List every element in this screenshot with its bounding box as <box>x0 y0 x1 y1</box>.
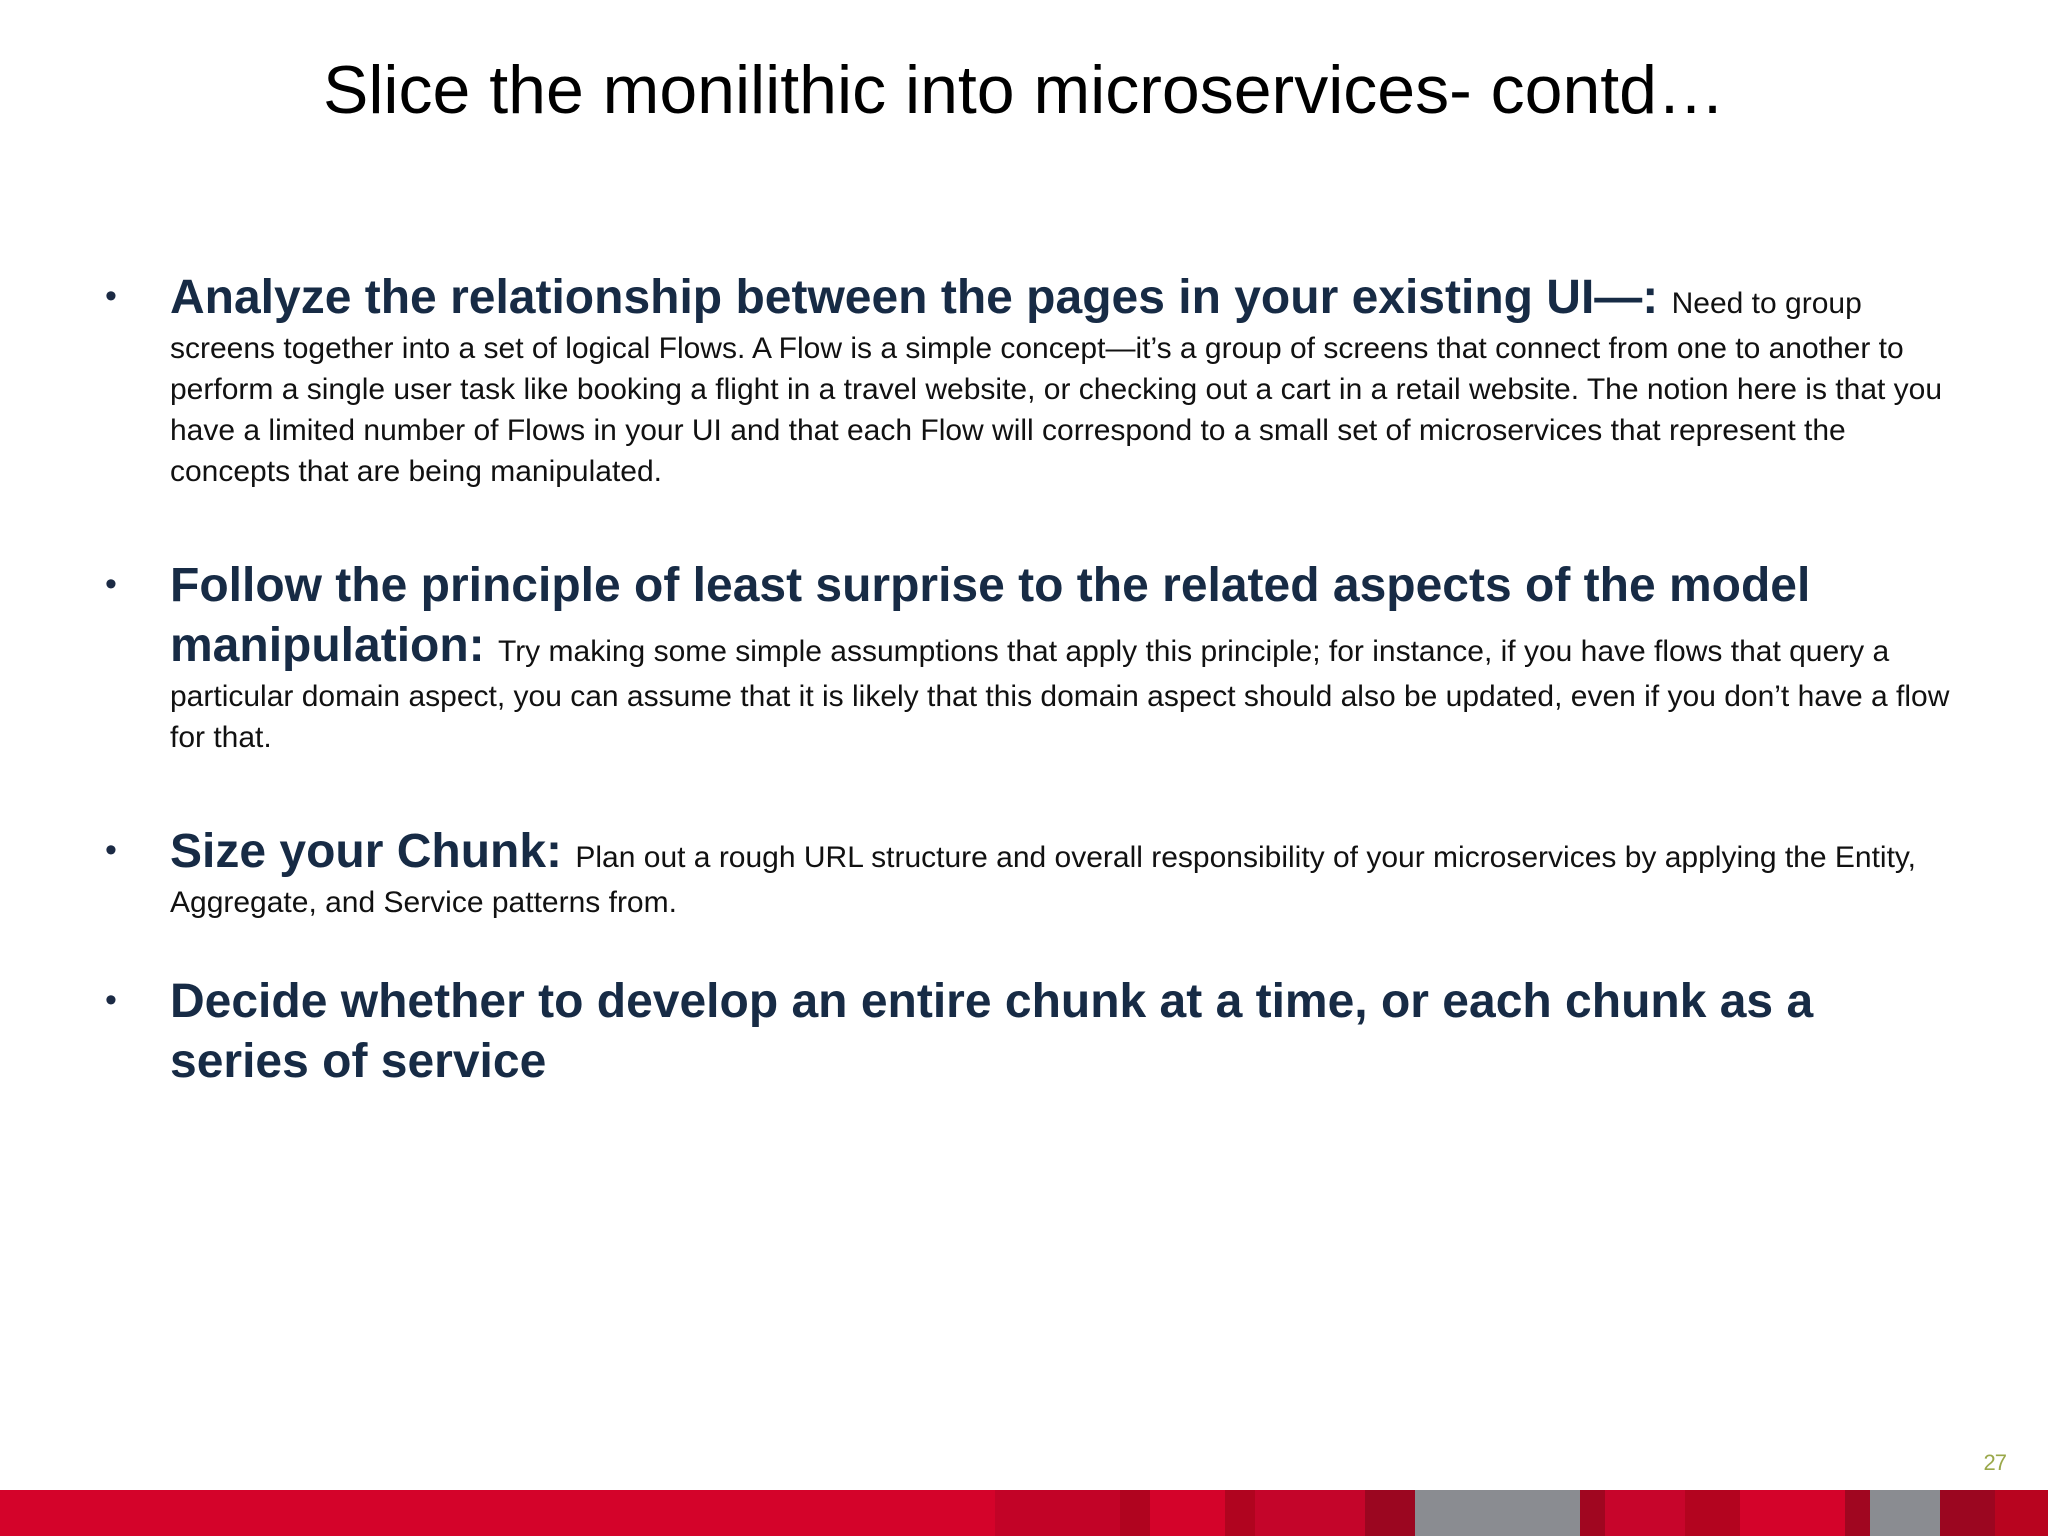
page-number: 27 <box>1983 1450 2006 1475</box>
bullet-heading: Decide whether to develop an entire chunk at a time, or each chunk as a series of service <box>170 975 1814 1088</box>
bullet-text: Try making some simple assumptions that apply this principle; for instance, if you have flows that query a particular domain aspect, you can assume that it is likely that this domain aspect should also be updated, even if you don’t have a flow for that. <box>170 635 1950 754</box>
footer-segment <box>1415 1490 1580 1536</box>
footer-segment <box>1995 1490 2048 1536</box>
bullet-item <box>105 822 1955 923</box>
bullet-item <box>105 556 1955 758</box>
bullet-heading: Follow the principle of least surprise to the related aspects of the model manipulation: <box>170 559 1811 672</box>
bullet-item <box>105 268 1955 492</box>
footer-segment <box>1365 1490 1415 1536</box>
footer-color-bar <box>0 1490 2048 1536</box>
bullet-dot: • <box>105 831 117 869</box>
slide-title: Slice the monilithic into microservices- contd… <box>322 52 1726 128</box>
footer-segment <box>1225 1490 1255 1536</box>
bullet-dot: • <box>105 277 117 315</box>
footer-segment <box>1605 1490 1685 1536</box>
bullet-heading: Size your Chunk: <box>170 825 576 878</box>
bullet-dot: • <box>105 565 117 603</box>
bullet-dot: • <box>105 981 117 1019</box>
footer-segment <box>1685 1490 1740 1536</box>
footer-segment <box>995 1490 1120 1536</box>
bullet-text: Plan out a rough URL structure and overall responsibility of your microservices by applying the Entity, Aggregate, and Service patterns from. <box>170 841 1917 919</box>
footer-segment <box>1940 1490 1995 1536</box>
footer-segment <box>1255 1490 1365 1536</box>
footer-segment <box>1120 1490 1150 1536</box>
footer-segment <box>1870 1490 1940 1536</box>
footer-segment <box>1845 1490 1870 1536</box>
bullet-text: Need to group screens together into a set of logical Flows. A Flow is a simple concept—it’s a group of screens that connect from one to another to perform a single user task like booking a flight in a travel website, or checking out a cart in a retail website. The notion here is that you have a limited number of Flows in your UI and that each Flow will correspond to a small set of microservices that represent the concepts that are being manipulated. <box>170 287 1943 488</box>
bullet-item <box>105 972 1955 1092</box>
footer-segment <box>1580 1490 1605 1536</box>
bullet-heading: Analyze the relationship between the pages in your existing UI—: <box>170 271 1672 324</box>
